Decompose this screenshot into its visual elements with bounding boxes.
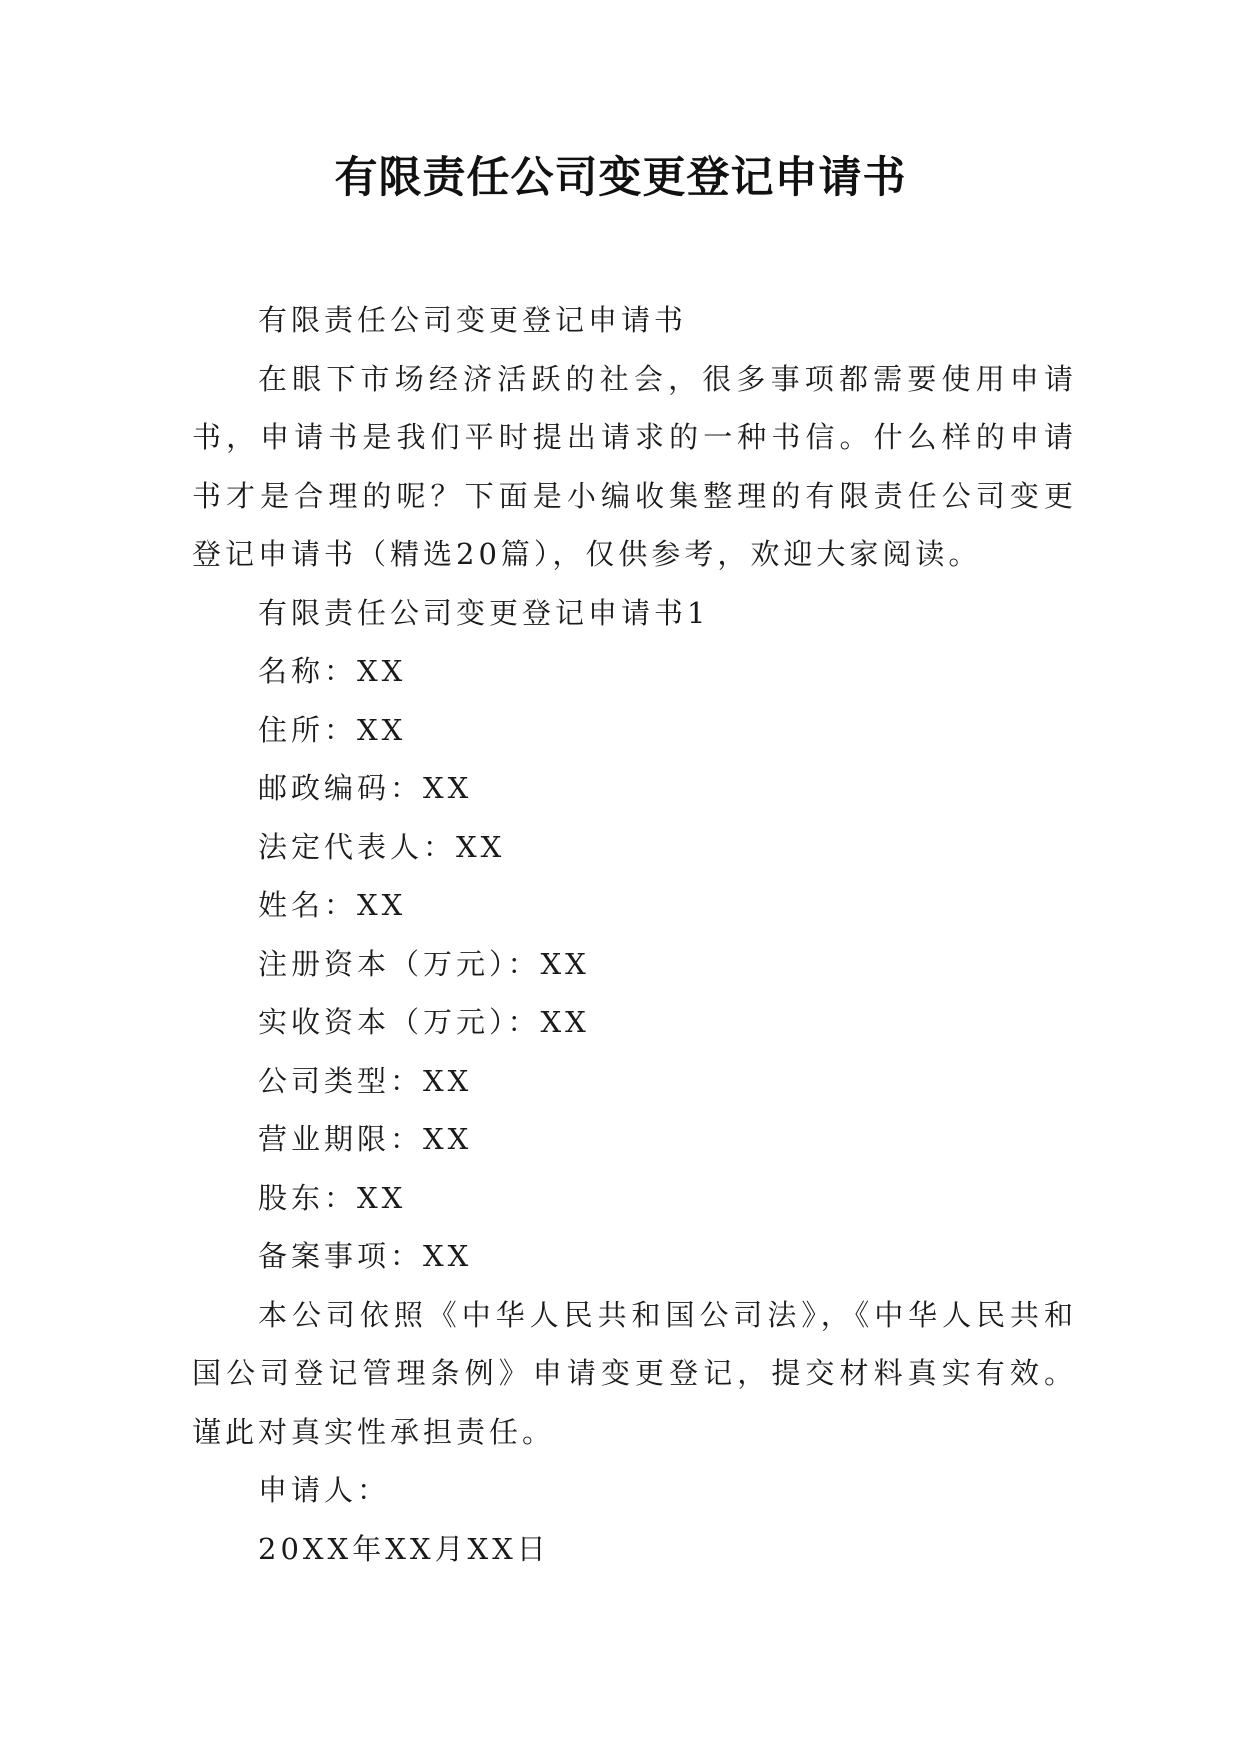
field-date: 20XX年XX月XX日 <box>258 1531 550 1566</box>
field-filing-items: 备案事项：XX <box>258 1239 473 1273</box>
field-person-name: 姓名：XX <box>258 888 407 922</box>
document-body <box>192 291 1077 1578</box>
field-paid-in-capital: 实收资本（万元）：XX <box>258 1005 590 1039</box>
field-address: 住所：XX <box>258 712 407 747</box>
field-registered-capital: 注册资本（万元）：XX <box>258 946 590 981</box>
field-business-term: 营业期限：XX <box>258 1122 473 1156</box>
paragraph-declaration: 本公司依照《中华人民共和国公司法》，《中华人民共和国公司登记管理条例》申请变更登记，提交材料真实有效。谨此对真实性承担责任。 <box>192 1297 1077 1449</box>
field-company-type: 公司类型：XX <box>258 1063 473 1098</box>
field-applicant: 申请人： <box>258 1473 391 1507</box>
document-title: 有限责任公司变更登记申请书 <box>334 153 907 203</box>
field-postal-code: 邮政编码：XX <box>258 771 473 805</box>
paragraph-intro: 在眼下市场经济活跃的社会，很多事项都需要使用申请书，申请书是我们平时提出请求的一种书信。什么样的申请书才是合理的呢？下面是小编收集整理的有限责任公司变更登记申请书（精选20篇），仅供参考，欢迎大家阅读。 <box>192 361 1077 571</box>
field-name: 名称：XX <box>258 654 407 688</box>
field-shareholders: 股东：XX <box>258 1180 407 1215</box>
field-legal-representative: 法定代表人：XX <box>258 829 506 864</box>
paragraph-section-title: 有限责任公司变更登记申请书1 <box>258 595 710 630</box>
paragraph-heading: 有限责任公司变更登记申请书 <box>258 303 688 337</box>
